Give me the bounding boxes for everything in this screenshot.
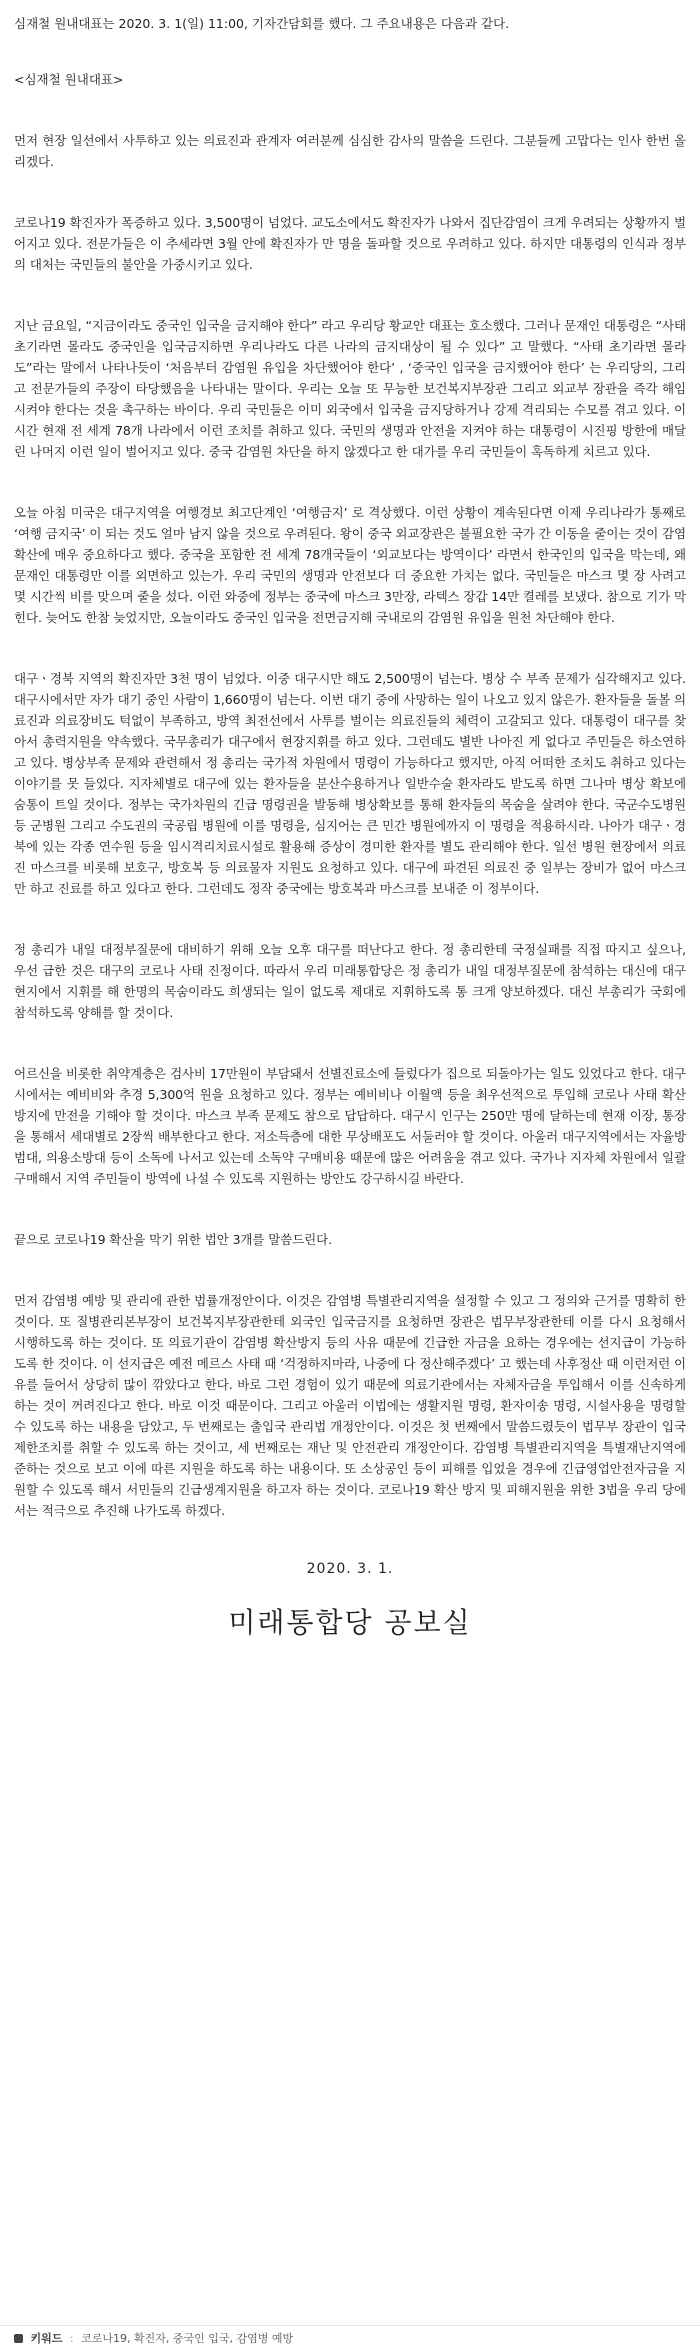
paragraph-7: 어르신을 비롯한 취약계층은 검사비 17만원이 부담돼서 선별진료소에 들렀다가 집으로 되돌아가는 일도 있었다고 한다. 대구시에서는 예비비와 추경 5,300억 원을 요청하고 있다. 정부는 예비비나 이월액 등을 최우선적으로 투입해 코로나 사태 확산 방지에 만전을 기해야 할 것이다. 마스크 부족 문제도 참으로 답답하다. 대구시 인구는 250만 명에 달하는데 현재 이장, 통장을 통해서 세대별로 2장씩 배부한다고 한다. 저소득층에 대한 무상배포도 서둘러야 할 것이다. 아울러 대구지역에서는 자율방범대, 의용소방대 등이 소독에 나서고 있는데 소독약 구매비용 때문에 많은 어려움을 겪고 있다. 국가나 지자체 차원에서 일괄구매해서 지역 주민들이 방역에 나설 수 있도록 지원하는 방안도 강구하시길 바란다. xyxy=(14,1066,686,1186)
paragraph-8: 끝으로 코로나19 확산을 막기 위한 법안 3개를 말씀드린다. xyxy=(14,1232,332,1247)
keywords-separator: : xyxy=(69,2332,74,2345)
section-heading: <심재철 원내대표> xyxy=(14,72,124,87)
keywords-bar xyxy=(0,2325,700,2352)
paragraph-6: 정 총리가 내일 대정부질문에 대비하기 위해 오늘 오후 대구를 떠난다고 한다. 정 총리한테 국정실패를 직접 따지고 싶으나, 우선 급한 것은 대구의 코로나 사태 진정이다. 따라서 우리 미래통합당은 정 총리가 내일 대정부질문에 참석하는 대신에 대구 현지에서 지휘를 해 한명의 목숨이라도 희생되는 일이 없도록 제대로 지휘하도록 통 크게 양보하겠다. 대신 부총리가 국회에 참석하도록 양해를 할 것이다. xyxy=(14,942,686,1020)
paragraph-2: 코로나19 확진자가 폭증하고 있다. 3,500명이 넘었다. 교도소에서도 확진자가 나와서 집단감염이 크게 우려되는 상황까지 벌어지고 있다. 전문가들은 이 추세라면 3월 안에 확진자가 만 명을 돌파할 것으로 우려하고 있다. 하지만 대통령의 인식과 정부의 대처는 국민들의 불안을 가중시키고 있다. xyxy=(14,215,686,272)
paragraph-3: 지난 금요일, “지금이라도 중국인 입국을 금지해야 한다” 라고 우리당 황교안 대표는 호소했다. 그러나 문재인 대통령은 “사태 초기라면 몰라도 중국인을 입국금지하면 우리나라도 다른 나라의 금지대상이 될 수 있다” 고 말했다. “사태 초기라면 몰라도”라는 말에서 나타나듯이 ‘처음부터 감염원 유입을 차단했어야 한다’ , ‘중국인 입국을 금지했어야 한다’ 는 우리당의, 그리고 전문가들의 주장이 타당했음을 나타내는 말이다. 우리는 오늘 또 무능한 보건복지부장관 그리고 외교부 장관을 즉각 해임시켜야 한다는 것을 촉구하는 바이다. 우리 국민들은 이미 외국에서 입국을 금지당하거나 강제 격리되는 수모를 겪고 있다. 이 시간 현재 전 세계 78개 나라에서 이런 조치를 취하고 있다. 국민의 생명과 안전을 지켜야 하는 대통령이 시진핑 방한에 매달린 나머지 이런 일이 벌어지고 있다. 중국 감염원 차단을 하지 않겠다고 한 대가를 우리 국민들이 혹독하게 치르고 있다. xyxy=(14,318,686,459)
release-date: 2020. 3. 1. xyxy=(306,1561,394,1577)
paragraph-1: 먼저 현장 일선에서 사투하고 있는 의료진과 관계자 여러분께 심심한 감사의 말씀을 드린다. 그분들께 고맙다는 인사 한번 올리겠다. xyxy=(14,133,686,169)
tag-icon xyxy=(14,2334,23,2343)
paragraph-4: 오늘 아침 미국은 대구지역을 여행경보 최고단계인 ‘여행금지’ 로 격상했다. 이런 상황이 계속된다면 이제 우리나라가 통째로 ‘여행 금지국’ 이 되는 것도 얼마 남지 않을 것으로 우려된다. 왕이 중국 외교장관은 불필요한 국가 간 이동을 줄이는 것이 감염확산에 매우 중요하다고 했다. 중국을 포함한 전 세계 78개국들이 ‘외교보다는 방역이다’ 라면서 한국인의 입국을 막는데, 왜 문재인 대통령만 이를 외면하고 있는가. 우리 국민의 생명과 안전보다 더 중요한 가치는 없다. 국민들은 마스크 몇 장 사려고 몇 시간씩 비를 맞으며 줄을 섰다. 이런 와중에 정부는 중국에 마스크 3만장, 라텍스 장갑 14만 켤레를 보냈다. 참으로 기가 막힌다. 늦어도 한참 늦었지만, 오늘이라도 중국인 입국을 전면금지해 국내로의 감염원 유입을 원천 차단해야 한다. xyxy=(14,505,686,625)
keywords-value[interactable]: 코로나19, 확진자, 중국인 입국, 감염병 예방 xyxy=(81,2332,294,2345)
keywords-label: 키워드 xyxy=(30,2332,63,2345)
paragraph-5: 대구ㆍ경북 지역의 확진자만 3천 명이 넘었다. 이중 대구시만 해도 2,500명이 넘는다. 병상 수 부족 문제가 심각해지고 있다. 대구시에서만 자가 대기 중인 사람이 1,660명이 넘는다. 이번 대기 중에 사망하는 일이 나오고 있지 않은가. 환자들을 돌볼 의료진과 의료장비도 턱없이 부족하고, 방역 최전선에서 사투를 벌이는 의료진들의 체력이 고갈되고 있다. 대통령이 대구를 찾아서 총력지원을 약속했다. 국무총리가 대구에서 현장지휘를 하고 있다. 그런데도 별반 나아진 게 없다고 주민들은 하소연하고 있다. 병상부족 문제와 관련해서 정 총리는 국가적 차원에서 명령이 가능하다고 했지만, 아직 어떠한 조치도 취하고 있다는 이야기를 못 들었다. 지자체별로 대구에 있는 환자들을 분산수용하거나 일반수술 환자라도 받도록 하면 그나마 병상 확보에 숨통이 트일 것이다. 정부는 국가차원의 긴급 명령권을 발동해 병상확보를 통해 환자들의 목숨을 살려야 한다. 국군수도병원 등 군병원 그리고 수도권의 국공립 병원에 이를 명령을, 심지어는 큰 민간 병원에까지 이 명령을 적용하시라. 나아가 대구ㆍ경북에 있는 각종 연수원 등을 임시격리치료시설로 활용해 증상이 경미한 환자를 별도 관리해야 한다. 일선 병원 현장에서 의료진 마스크를 비롯해 보호구, 방호복 등 의료물자 지원도 요청하고 있다. 대구에 파견된 의료진 중 일부는 장비가 없어 마스크만 하고 진료를 하고 있다고 한다. 그런데도 정작 중국에는 방호복과 마스크를 보내준 이 정부이다. xyxy=(14,671,686,896)
organization-name: 미래통합당 공보실 xyxy=(228,1606,472,1639)
intro-text: 심재철 원내대표는 2020. 3. 1(일) 11:00, 기자간담회를 했다. 그 주요내용은 다음과 같다. xyxy=(14,16,510,31)
paragraph-9: 먼저 감염병 예방 및 관리에 관한 법률개정안이다. 이것은 감염병 특별관리지역을 설정할 수 있고 그 정의와 근거를 명확히 한 것이다. 또 질병관리본부장이 보건복지부장관한테 외국인 입국금지를 요청하면 장관은 법무부장관한테 이를 다시 요청해서 시행하도록 하는 것이다. 또 의료기관이 감염병 확산방지 등의 사유 때문에 긴급한 자금을 요하는 경우에는 선지급이 가능하도록 한 것이다. 이 선지급은 예전 메르스 사태 때 ‘걱정하지마라, 나중에 다 정산해주겠다’ 고 했는데 사후정산 때 이런저런 이유를 들어서 상당히 많이 깎았다고 한다. 바로 그런 경험이 있기 때문에 의료기관에서는 자체자금을 투입해서 이를 신속하게 하는 것이 꺼려진다고 한다. 바로 이것 때문이다. 그리고 아울러 이법에는 생활지원 명령, 환자이송 명령, 시설사용을 명령할 수 있도록 하는 내용을 담았고, 두 번째로는 출입국 관리법 개정안이다. 이것은 첫 번째에서 말씀드렸듯이 법무부 장관이 입국 제한조치를 취할 수 있도록 하는 것이고, 세 번째로는 재난 및 안전관리 개정안이다. 감염병 특별관리지역을 특별재난지역에 준하는 것으로 보고 이에 따른 지원을 하도록 하는 내용이다. 또 소상공인 등이 피해를 입었을 경우에 긴급영업안전자금을 지원할 수 있도록 해서 서민들의 긴급생계지원을 하고자 하는 것이다. 코로나19 확산 방지 및 피해지원을 위한 3법을 우리 당에서는 적극으로 추진해 나가도록 하겠다. xyxy=(14,1293,686,1518)
